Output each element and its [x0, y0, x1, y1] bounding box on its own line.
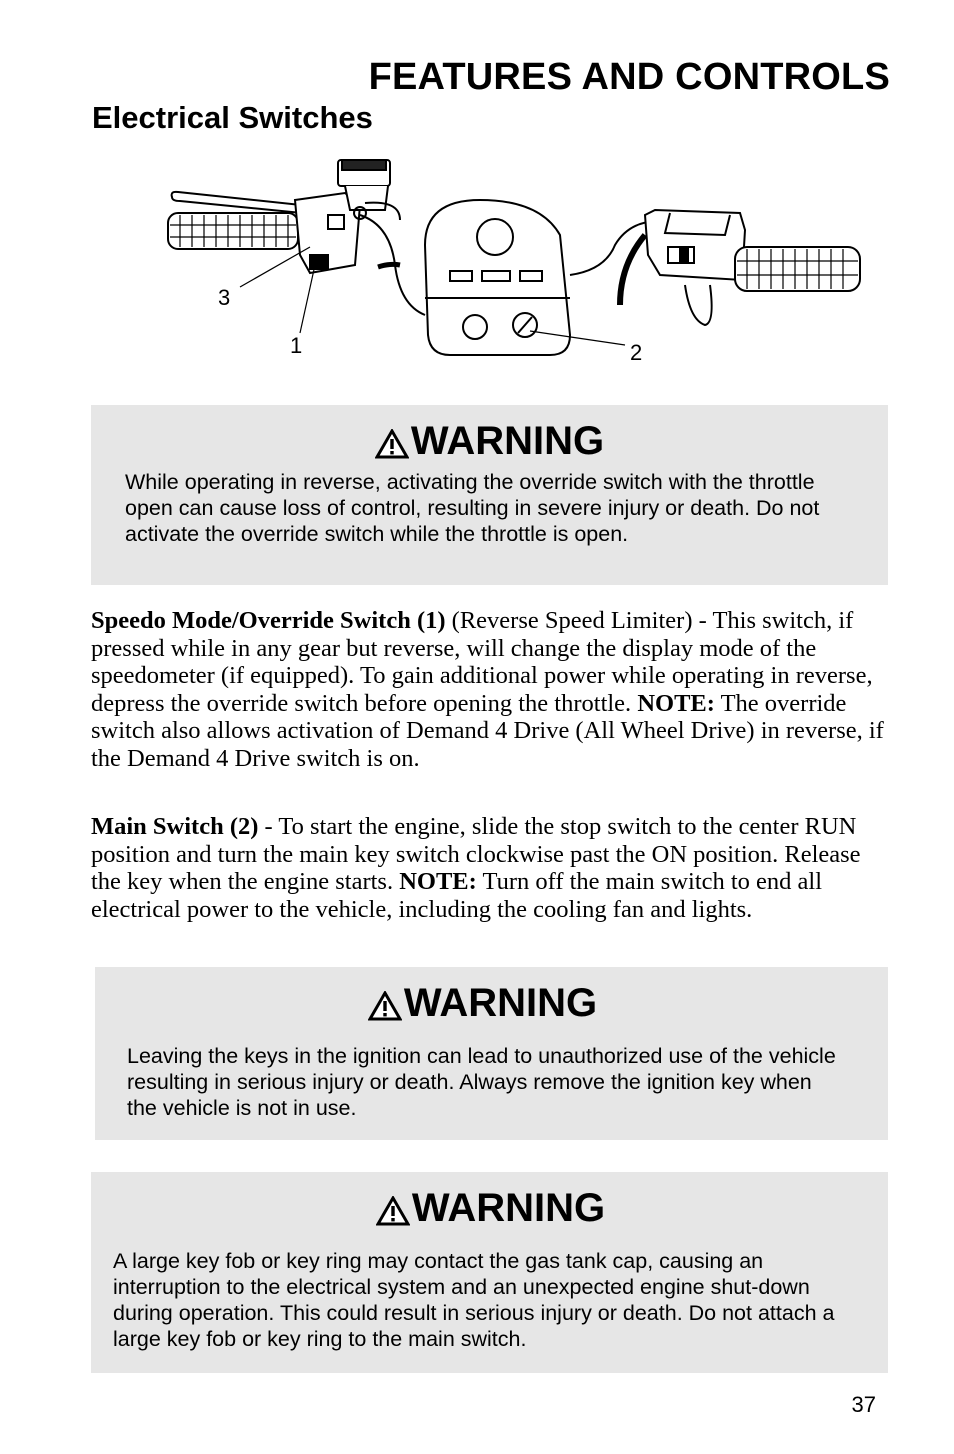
- main-switch-term: Main Switch (2): [91, 813, 259, 840]
- callout-2: 2: [630, 340, 643, 365]
- handlebar-drawing: [150, 155, 880, 380]
- warning-text: A large key fob or key ring may contact the gas tank cap, causing an interruption to the electrical system and an unexpected engine shut-down during operation. This could result in serious injury or death. Do not attach a large key fob or key ring to the main switch.: [113, 1249, 835, 1351]
- speedo-term: Speedo Mode/Override Switch (1): [91, 607, 446, 634]
- speedo-intro: (Reverse Speed Limiter) - This switch, if pressed while in any gear but reverse, will change the display mode of the speedometer (if equipped). To gain additional power while operating in reverse, depress the override switch before opening the throttle.: [91, 607, 873, 717]
- main-switch-note-text: Turn off the main switch to end all electrical power to the vehicle, including the cooling fan and lights.: [91, 868, 823, 923]
- warning-heading-text: WARNING: [411, 1186, 606, 1230]
- handlebar-illustration: [150, 155, 880, 380]
- main-switch-note-label: NOTE:: [399, 868, 477, 895]
- speedo-override-paragraph: [91, 607, 891, 772]
- main-switch-paragraph: [91, 813, 891, 923]
- warning-box-key-fob: [91, 1172, 888, 1373]
- speedo-note-text: The override switch also allows activation of Demand 4 Drive (All Wheel Drive) in reverse, if the Demand 4 Drive switch is on.: [91, 689, 884, 772]
- callout-3: 3: [218, 285, 231, 310]
- speedo-note-label: NOTE:: [637, 689, 715, 717]
- warning-triangle-icon: [368, 991, 402, 1021]
- warning-heading: [125, 419, 854, 463]
- warning-box-keys: [95, 967, 888, 1140]
- warning-text: Leaving the keys in the ignition can lead to unauthorized use of the vehicle resulting in serious injury or death. Always remove the ignition key when the vehicle is not in use.: [127, 1044, 836, 1120]
- main-switch-intro: - To start the engine, slide the stop switch to the center RUN position and turn the main key switch clockwise past the ON position. Release the key when the engine starts.: [91, 813, 861, 895]
- subsection-title: Electrical Switches: [92, 100, 373, 135]
- warning-heading: [127, 981, 838, 1025]
- warning-heading-text: WARNING: [410, 419, 605, 463]
- warning-text: While operating in reverse, activating the override switch with the throttle open can cause loss of control, resulting in severe injury or death. Do not activate the override switch while the throttle is open.: [125, 470, 820, 546]
- warning-triangle-icon: [376, 1196, 410, 1226]
- warning-heading-text: WARNING: [403, 981, 598, 1025]
- warning-box-override: [91, 405, 888, 585]
- callout-1: 1: [290, 333, 303, 358]
- page-number: 37: [851, 1392, 876, 1417]
- section-title: FEATURES AND CONTROLS: [368, 56, 890, 98]
- warning-heading: [113, 1186, 868, 1230]
- warning-triangle-icon: [375, 429, 409, 459]
